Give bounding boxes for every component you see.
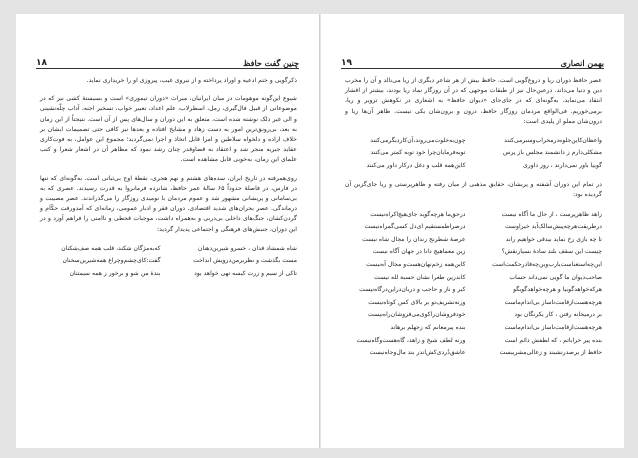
verse-hemistich: ورنه‌تشریف‌تو بر بالای کس کوتاه‌نیست — [368, 298, 466, 306]
verse-hemistich: مست بگذشت و نظربرمن‌درویش انداخت — [193, 257, 297, 265]
verse-hemistich: چیست این سقف بلند سادهٔ بسیارنقش؟ — [501, 248, 602, 256]
running-title: بهمن انصاری — [560, 58, 604, 68]
verse-hemistich: عرصهٔ شطرنج رندان را مجال شاه نیست — [362, 235, 466, 243]
paragraph: شیوع این‌گونه موهومات در میان ایرانیان، میراث «دوران تیموری» است و بسیستهٔ کشی نیز که در موضوعاتی از قبیل فال‌گیری، رمل، اسطرلاب، علم اعداد، تعبیر خواب، تسخیر اجنه، آداب چلّه‌نشینی و الی غیر ذلک نوشته شده است، متعلق به این دوران و سال‌های پس از آن است. نتیجتاً از این زمان به بعد، بی‌رونق‌ترین امور به دست زهاد و مشایخ افتاده و بعدها نیز کافی حتی تصمیمات ایشان بر خلاف اراده و دلخواه سلاطین و امرا قابل اتخاذ و اجرا نمی‌گردید؛ مجموع این عوامل، به فوت‌کاری عقاید جبریه منجر شد و اعتقاد به قضاوقدر چنان رشد نمود که مظاهر آن در اشعار شعرا و کتب علمای این زمان، به‌خوبی قابل مشاهده است. — [40, 95, 297, 164]
page-number: ۱۹ — [341, 58, 352, 68]
verse-hemistich: خودفروشان‌راکوی‌می‌فروشان‌راه‌نیست — [367, 311, 466, 319]
page-header — [341, 54, 604, 69]
verse-hemistich: شاه شمشاد قدان ، خسرو شیرین‌دهنان — [198, 244, 297, 252]
page-body — [40, 76, 297, 288]
verse-hemistich: بنده پیرمغانم که زجهلم برهاند — [390, 323, 466, 331]
verse-hemistich: درحق‌ما هرچه‌گوید جای‌هیچ‌اکراه‌نیست — [370, 210, 466, 218]
verse-hemistich: مشکلی‌دارم ز دانشمند مجلس باز پرس — [503, 149, 602, 157]
verse-hemistich: بنده پیر خراباتم ، که لطفش دائم است — [504, 336, 602, 344]
verse-hemistich: تاکی از سیم و زرت کیسه تهی خواهد بود — [194, 269, 297, 277]
verse-hemistich: کبر و ناز و حاجب و دربان‌دراین‌درگاه‌نیست — [359, 286, 466, 294]
page-header — [36, 54, 299, 69]
paragraph: عصر حافظ دوران ریا و دروغ‌گویی است. حافظ بیش از هر شاعر دیگری از ریا می‌نالد و آن را مخرب دین و دنیا می‌داند. درعین‌حال نیز از طبقات موجهی که در آن روزگار نماد ریا بودند، بیشتر از اقشار انتقاد می‌نماید. به‌گونه‌ای که در جای‌جای «دیوان حافظ» به اشعاری در نکوهش تزویر و ریا، برمی‌خوریم. فی‌الواقع مردمان روزگار حافظ، درون و برون‌شان یکی نیست. ظاهر آن‌ها ریا و درون‌شان مملو از پلیدی است: — [345, 77, 602, 125]
verse-hemistich: هرچه‌هست‌ازقامت‌ناساز بی‌اندام‌ماست — [504, 323, 602, 331]
poem-verses — [40, 243, 297, 280]
verse-hemistich: چون‌به‌خلوت‌می‌روند،آن‌کاردیگرمی‌کنند — [370, 137, 466, 145]
verse-hemistich: بر درمیخانه رفتن ، کار یکرنگان بود — [514, 311, 602, 319]
page-body — [345, 76, 602, 368]
verse-hemistich: ورنه لطف شیخ و زاهد، گاه‌هست‌وگاه‌نیست — [356, 336, 466, 344]
verse-hemistich: هرکه‌خواهدگوبیا و هرچه‌خواهدگوبگو — [513, 286, 602, 294]
poem-verses — [345, 135, 602, 172]
verse-hemistich: این‌چه‌استغناست‌یارب‌وین‌چه‌قادرحکمت‌است — [492, 261, 602, 269]
verse-hemistich: زین معماهیچ دانا در جهان آگاه نیست — [372, 248, 466, 256]
paragraph: در تمام این دوران آشفته و پریشان، حقایق مذهبی از میان رفته و ظاهرپرستی و ریا جای‌گزین آن گردیده بود: — [345, 181, 602, 199]
verse-hemistich: زاهد ظاهرپرست ، از حال ما آگاه نیست — [501, 210, 602, 218]
verse-hemistich: گوییا باور نمی‌دارند ، روز داوری — [523, 161, 602, 169]
verse-hemistich: حافظ از برصدرنشیند و زعالی‌مشربیست — [499, 349, 602, 357]
paragraph: روی‌همرفته در تاریخ ایران، سده‌های هشتم و نهم هجری، نقطهٔ اوج بی‌ثباتی است. به‌گونه‌ای که تنها در فارس، در فاصلهٔ حدوداً ۶۵ سالهٔ عمر حافظ، شانزده فرمانروا به قدرت رسیدند. عصری که به بی‌سامانی و پریشانی مشهور شد و عموم مردمان با نومیدی روزگار را می‌گذراندند. عصر مصیبت و درماندگی. عصر بحران‌های شدید اقتصادی. دوران فقر و ادبار عمومی، زمانه‌ای که آمدورفت حکّام و گردن‌کشان، جنگ‌های داخلی بی‌دربی و به‌همراه داشت، موجبات قحطی و ناامنی را فراهم آورد و در این دوران، جنبش‌های فرهنگی و اجتماعی پدیدار گردید: — [40, 174, 297, 233]
verse-hemistich: که‌به‌مژگان شکند، قلب همه صف‌شکنان — [61, 244, 161, 252]
poem-verses — [345, 209, 602, 360]
left-page — [16, 14, 319, 448]
verse-hemistich: درصراطمستقیم ای‌دل کسی‌گمراه‌نیست — [364, 223, 466, 231]
paragraph: ذکرگویی و ختم ادعیه و اوراد پرداخته و از نیروی غیب، پیروزی او را خریداری نماید. — [86, 77, 297, 84]
verse-hemistich: واعظان‌کاین‌جلوه‌درمحراب‌ومنبرمی‌کنند — [504, 137, 602, 145]
verse-hemistich: درطریقت‌هرچه‌پیش‌سالک‌آید خیراوست — [504, 223, 602, 231]
running-title: چنین گفت حافظ — [243, 58, 299, 68]
right-page — [321, 14, 624, 448]
verse-hemistich: عاشق‌دُرد‌ی‌کش‌اندر بند مال‌وجاه‌نیست — [369, 349, 466, 357]
verse-hemistich: کاین‌همه زخم‌نهان‌هست‌و مجال آه‌نیست — [366, 261, 466, 269]
verse-hemistich: صاحب‌دیوان ما گویی نمی‌داند حساب — [509, 273, 602, 281]
verse-hemistich: تا چه بازی رخ نماید بیدقی خواهیم راند — [505, 235, 602, 243]
verse-hemistich: توبه‌فرمایان‌چرا خود توبه کمتر می‌کنند — [370, 149, 466, 157]
verse-hemistich: کاندرین طغرا نشان حسبة لله نیست — [374, 273, 466, 281]
verse-hemistich: کاین‌همه قلب و دغل درکار داور می‌کنند — [366, 161, 466, 169]
verse-hemistich: بندهٔ من شو و برخور ز همه سیمتنان — [69, 269, 161, 277]
verse-hemistich: گفت:کای‌چشم‌وچراغ همه‌شیرین‌سخنان — [62, 257, 161, 265]
page-number: ۱۸ — [36, 58, 47, 68]
verse-hemistich: هرچه‌هست‌ازقامت‌ناساز بی‌اندام‌ماست — [504, 298, 602, 306]
